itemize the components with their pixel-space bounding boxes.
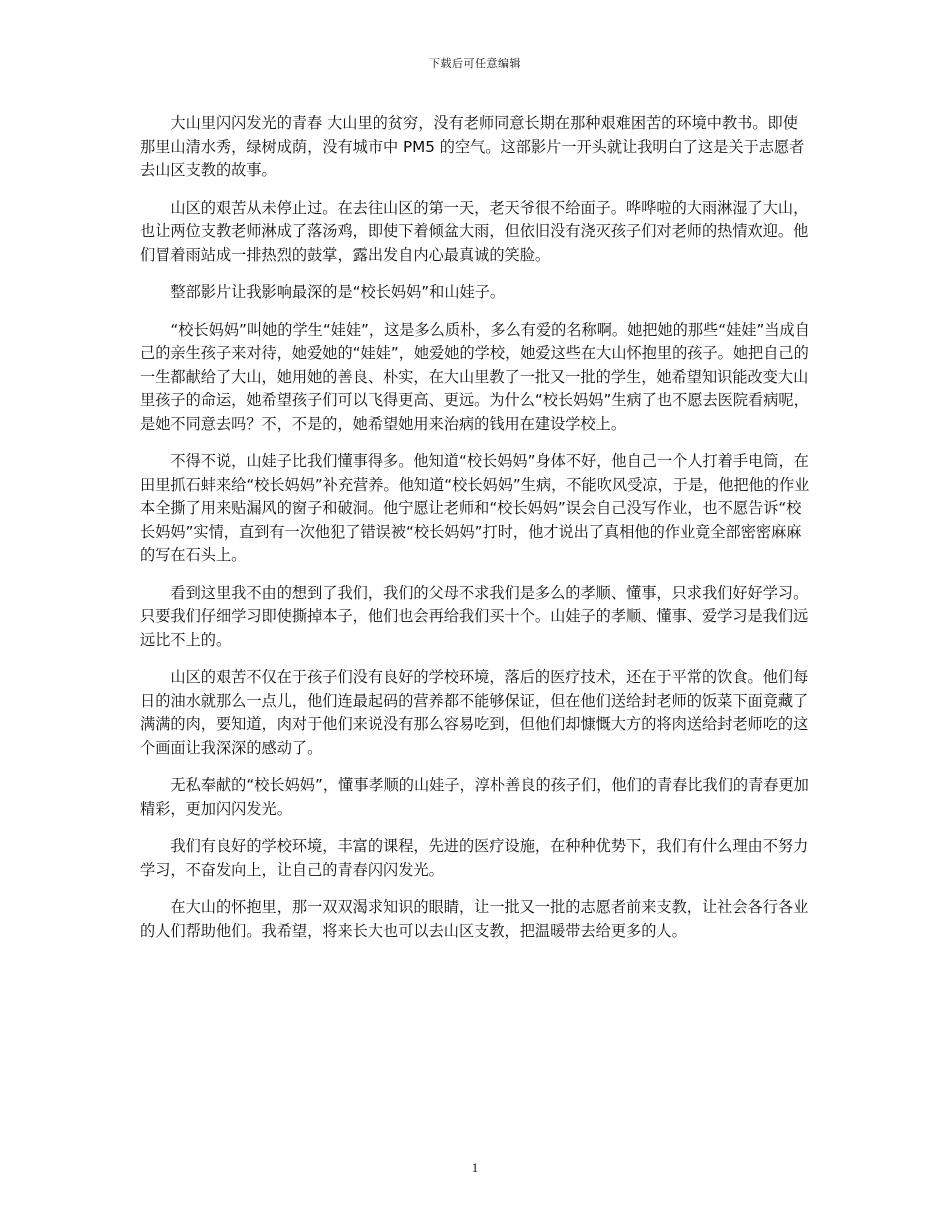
paragraph: 山区的艰苦从未停止过。在去往山区的第一天，老天爷很不给面子。哗哗啦的大雨淋湿了大山，也让两位支教老师淋成了落汤鸡，即使下着倾盆大雨，但依旧没有浇灭孩子们对老师的热情欢迎。他们冒着雨站成一排热烈的鼓掌，露出发自内心最真诚的笑脸。: [140, 198, 809, 264]
paragraph: 整部影片让我影响最深的是“校长妈妈”和山娃子。: [170, 283, 506, 301]
paragraph: 我们有良好的学校环境，丰富的课程，先进的医疗设施，在种种优势下，我们有什么理由不努力学习，不奋发向上，让自己的青春闪闪发光。: [140, 837, 809, 879]
paragraph: 大山里闪闪发光的青春 大山里的贫穷，没有老师同意长期在那种艰难困苦的环境中教书。即使那里山清水秀，绿树成荫，没有城市中 PM5 的空气。这部影片一开头就让我明白了这是关于志愿者去山区支教的故事。: [140, 114, 805, 179]
page-header: 下载后可任意编辑: [429, 57, 521, 70]
paragraph: 看到这里我不由的想到了我们，我们的父母不求我们是多么的孝顺、懂事，只求我们好好学习。只要我们仔细学习即使撕掉本子，他们也会再给我们买十个。山娃子的孝顺、懂事、爱学习是我们远远比不上的。: [140, 583, 809, 649]
paragraph: 在大山的怀抱里，那一双双渴求知识的眼睛，让一批又一批的志愿者前来支教，让社会各行各业的人们帮助他们。我希望，将来长大也可以去山区支教，把温暖带去给更多的人。: [140, 898, 809, 940]
document-body: [140, 112, 812, 957]
paragraph: 山区的艰苦不仅在于孩子们没有良好的学校环境，落后的医疗技术，还在于平常的饮食。他们每日的油水就那么一点儿，他们连最起码的营养都不能够保证，但在他们送给封老师的饭菜下面竟藏了满满的肉，要知道，肉对于他们来说没有那么容易吃到，但他们却慷慨大方的将肉送给封老师吃的这个画面让我深深的感动了。: [140, 668, 809, 757]
paragraph: 无私奉献的“校长妈妈”，懂事孝顺的山娃子，淳朴善良的孩子们，他们的青春比我们的青春更加精彩，更加闪闪发光。: [140, 776, 809, 818]
paragraph: 不得不说，山娃子比我们懂事得多。他知道“校长妈妈”身体不好，他自己一个人打着手电筒，在田里抓石蚌来给“校长妈妈”补充营养。他知道“校长妈妈”生病，不能吹风受凉，于是，他把他的作业本全撕了用来贴漏风的窗子和破洞。他宁愿让老师和“校长妈妈”误会自己没写作业，也不愿告诉“校长妈妈”实情，直到有一次他犯了错误被“校长妈妈”打时，他才说出了真相他的作业竟全部密密麻麻的写在石头上。: [140, 452, 810, 564]
page-number: 1: [471, 1160, 479, 1175]
paragraph: “校长妈妈”叫她的学生“娃娃”，这是多么质朴，多么有爱的名称啊。她把她的那些“娃娃”当成自己的亲生孩子来对待，她爱她的“娃娃”，她爱她的学校，她爱这些在大山怀抱里的孩子。她把自己的一生都献给了大山，她用她的善良、朴实，在大山里教了一批又一批的学生，她希望知识能改变大山里孩子的命运，她希望孩子们可以飞得更高、更远。为什么“校长妈妈”生病了也不愿去医院看病呢，是她不同意去吗？不，不是的，她希望她用来治病的钱用在建设学校上。: [140, 320, 810, 433]
